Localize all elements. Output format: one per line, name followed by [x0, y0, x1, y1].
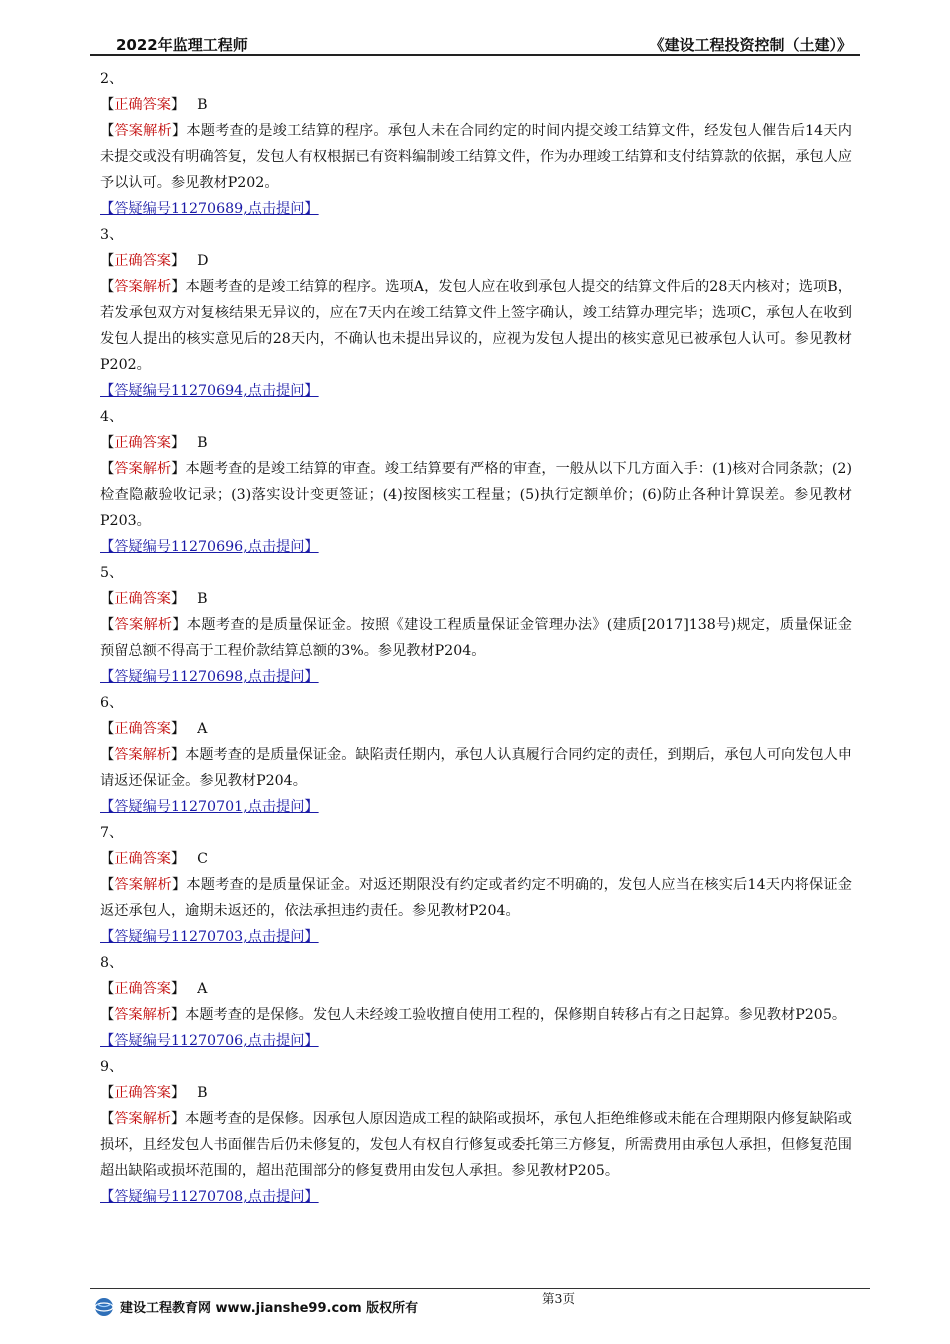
- question-number: 5、: [100, 565, 124, 581]
- bracket-close: 】: [171, 877, 187, 893]
- bracket-open: 【: [100, 747, 115, 763]
- analysis-label: 答案解析: [114, 123, 172, 139]
- header-book-title: 《建设工程投资控制（土建）》: [649, 36, 852, 54]
- bracket-close: 】: [170, 721, 186, 737]
- bracket-open: 【: [100, 279, 115, 295]
- bracket-open: 【: [100, 1007, 115, 1023]
- bracket-close: 】: [170, 97, 186, 113]
- bracket-open: 【: [100, 253, 115, 269]
- correct-answer-label: 正确答案: [114, 97, 171, 113]
- correct-answer-line: [100, 586, 852, 612]
- analysis-label: 答案解析: [114, 1111, 171, 1127]
- analysis-paragraph: [100, 872, 852, 924]
- bracket-open: 【: [100, 617, 115, 633]
- ask-question-link[interactable]: 【答疑编号11270703,点击提问】: [100, 929, 319, 945]
- bracket-close: 】: [170, 981, 186, 997]
- ask-question-link[interactable]: 【答疑编号11270689,点击提问】: [100, 201, 319, 217]
- bracket-close: 】: [170, 591, 186, 607]
- bracket-close: 】: [170, 1007, 186, 1023]
- bracket-close: 】: [170, 747, 186, 763]
- analysis-text: 本题考查的是质量保证金。按照《建设工程质量保证金管理办法》(建质[2017]138号)规定，质量保证金预留总额不得高于工程价款结算总额的3%。参见教材P204。: [100, 617, 852, 659]
- bracket-open: 【: [100, 97, 115, 113]
- bracket-open: 【: [100, 435, 115, 451]
- bracket-open: 【: [100, 123, 115, 139]
- bracket-close: 】: [172, 617, 187, 633]
- analysis-paragraph: [100, 274, 852, 378]
- question-number: 7、: [100, 825, 124, 841]
- analysis-text: 本题考查的是竣工结算的程序。选项A，发包人应在收到承包人提交的结算文件后的28天内核对；选项B，若发承包双方对复核结果无异议的，应在7天内在竣工结算文件上签字确认，竣工结算办理完毕；选项C，承包人在收到发包人提出的核实意见后的28天内，不确认也未提出异议的，应视为发包人提出的核实意见已被承包人认可。参见教材P202。: [100, 279, 852, 373]
- answer-value: A: [197, 981, 208, 997]
- question-number: 2、: [100, 71, 124, 87]
- ask-question-link[interactable]: 【答疑编号11270696,点击提问】: [100, 539, 319, 555]
- correct-answer-label: 正确答案: [114, 253, 171, 269]
- analysis-label: 答案解析: [114, 877, 172, 893]
- ask-question-link[interactable]: 【答疑编号11270698,点击提问】: [100, 669, 319, 685]
- bracket-close: 】: [170, 435, 186, 451]
- analysis-text: 本题考查的是保修。发包人未经竣工验收擅自使用工程的，保修期自转移占有之日起算。参见教材P205。: [185, 1007, 847, 1023]
- analysis-text: 本题考查的是保修。因承包人原因造成工程的缺陷或损坏，承包人拒绝维修或未能在合理期限内修复缺陷或损坏，且经发包人书面催告后仍未修复的，发包人有权自行修复或委托第三方修复，所需费用由承包人承担，但修复范围超出缺陷或损坏范围的，超出范围部分的修复费用由发包人承担。参见教材P205。: [100, 1111, 852, 1179]
- bracket-open: 【: [100, 1111, 115, 1127]
- analysis-paragraph: [100, 742, 852, 794]
- analysis-paragraph: [100, 1002, 852, 1028]
- question-link-line: [100, 924, 852, 950]
- footer-site-copyright: 建设工程教育网 www.jianshe99.com 版权所有: [120, 1301, 419, 1316]
- correct-answer-label: 正确答案: [114, 721, 171, 737]
- page-footer: [90, 1288, 870, 1329]
- question-number: 3、: [100, 227, 124, 243]
- analysis-text: 本题考查的是质量保证金。缺陷责任期内，承包人认真履行合同约定的责任，到期后，承包人可向发包人申请返还保证金。参见教材P204。: [100, 747, 852, 789]
- correct-answer-label: 正确答案: [114, 591, 171, 607]
- answer-value: B: [197, 1085, 208, 1101]
- analysis-text: 本题考查的是竣工结算的审查。竣工结算要有严格的审查，一般从以下几方面入手：(1)核对合同条款；(2)检查隐蔽验收记录；(3)落实设计变更签证；(4)按图核实工程量；(5)执行定额单价；(6)防止各种计算误差。参见教材P203。: [100, 461, 852, 529]
- question-link-line: [100, 534, 852, 560]
- correct-answer-label: 正确答案: [114, 1085, 171, 1101]
- bracket-close: 】: [171, 123, 187, 139]
- bracket-close: 】: [170, 253, 186, 269]
- bracket-close: 】: [170, 1085, 186, 1101]
- bracket-close: 】: [171, 461, 186, 477]
- analysis-text: 本题考查的是质量保证金。对返还期限没有约定或者约定不明确的，发包人应当在核实后14天内将保证金返还承包人，逾期未返还的，依法承担违约责任。参见教材P204。: [100, 877, 852, 919]
- analysis-paragraph: [100, 1106, 852, 1184]
- question-number: 9、: [100, 1059, 124, 1075]
- correct-answer-line: [100, 1080, 852, 1106]
- bracket-open: 【: [100, 981, 115, 997]
- answer-value: B: [197, 591, 208, 607]
- correct-answer-line: [100, 430, 852, 456]
- answer-value: B: [197, 435, 208, 451]
- answer-value: B: [197, 97, 208, 113]
- correct-answer-line: [100, 248, 852, 274]
- correct-answer-line: [100, 92, 852, 118]
- analysis-paragraph: [100, 612, 852, 664]
- bracket-open: 【: [100, 877, 115, 893]
- bracket-open: 【: [100, 851, 115, 867]
- question-number: 8、: [100, 955, 124, 971]
- bracket-open: 【: [100, 461, 115, 477]
- correct-answer-label: 正确答案: [114, 851, 171, 867]
- analysis-label: 答案解析: [114, 279, 172, 295]
- analysis-label: 答案解析: [114, 617, 173, 633]
- header-exam-title: 2022年监理工程师: [116, 36, 248, 54]
- answer-value: C: [197, 851, 209, 867]
- bracket-open: 【: [100, 591, 115, 607]
- answer-list: [100, 66, 852, 1210]
- bracket-close: 】: [171, 279, 186, 295]
- analysis-paragraph: [100, 118, 852, 196]
- globe-logo-icon: [94, 1297, 114, 1317]
- page-header: [90, 30, 860, 56]
- question-link-line: [100, 1028, 852, 1054]
- analysis-label: 答案解析: [114, 747, 171, 763]
- question-link-line: [100, 196, 852, 222]
- bracket-open: 【: [100, 721, 115, 737]
- page-number: 第3页: [542, 1291, 575, 1306]
- answer-value: A: [197, 721, 208, 737]
- ask-question-link[interactable]: 【答疑编号11270708,点击提问】: [100, 1189, 319, 1205]
- ask-question-link[interactable]: 【答疑编号11270701,点击提问】: [100, 799, 319, 815]
- answer-value: D: [197, 253, 209, 269]
- correct-answer-line: [100, 846, 852, 872]
- question-link-line: [100, 378, 852, 404]
- bracket-close: 】: [170, 851, 186, 867]
- question-number: 4、: [100, 409, 124, 425]
- bracket-close: 】: [170, 1111, 186, 1127]
- correct-answer-label: 正确答案: [114, 981, 171, 997]
- question-link-line: [100, 1184, 852, 1210]
- analysis-label: 答案解析: [114, 1007, 171, 1023]
- correct-answer-line: [100, 976, 852, 1002]
- question-link-line: [100, 794, 852, 820]
- correct-answer-label: 正确答案: [114, 435, 171, 451]
- question-link-line: [100, 664, 852, 690]
- ask-question-link[interactable]: 【答疑编号11270706,点击提问】: [100, 1033, 319, 1049]
- bracket-open: 【: [100, 1085, 115, 1101]
- analysis-paragraph: [100, 456, 852, 534]
- ask-question-link[interactable]: 【答疑编号11270694,点击提问】: [100, 383, 319, 399]
- correct-answer-line: [100, 716, 852, 742]
- question-number: 6、: [100, 695, 124, 711]
- analysis-label: 答案解析: [114, 461, 172, 477]
- analysis-text: 本题考查的是竣工结算的程序。承包人未在合同约定的时间内提交竣工结算文件，经发包人催告后14天内未提交或没有明确答复，发包人有权根据已有资料编制竣工结算文件，作为办理竣工结算和支付结算款的依据，承包人应予以认可。参见教材P202。: [100, 123, 852, 191]
